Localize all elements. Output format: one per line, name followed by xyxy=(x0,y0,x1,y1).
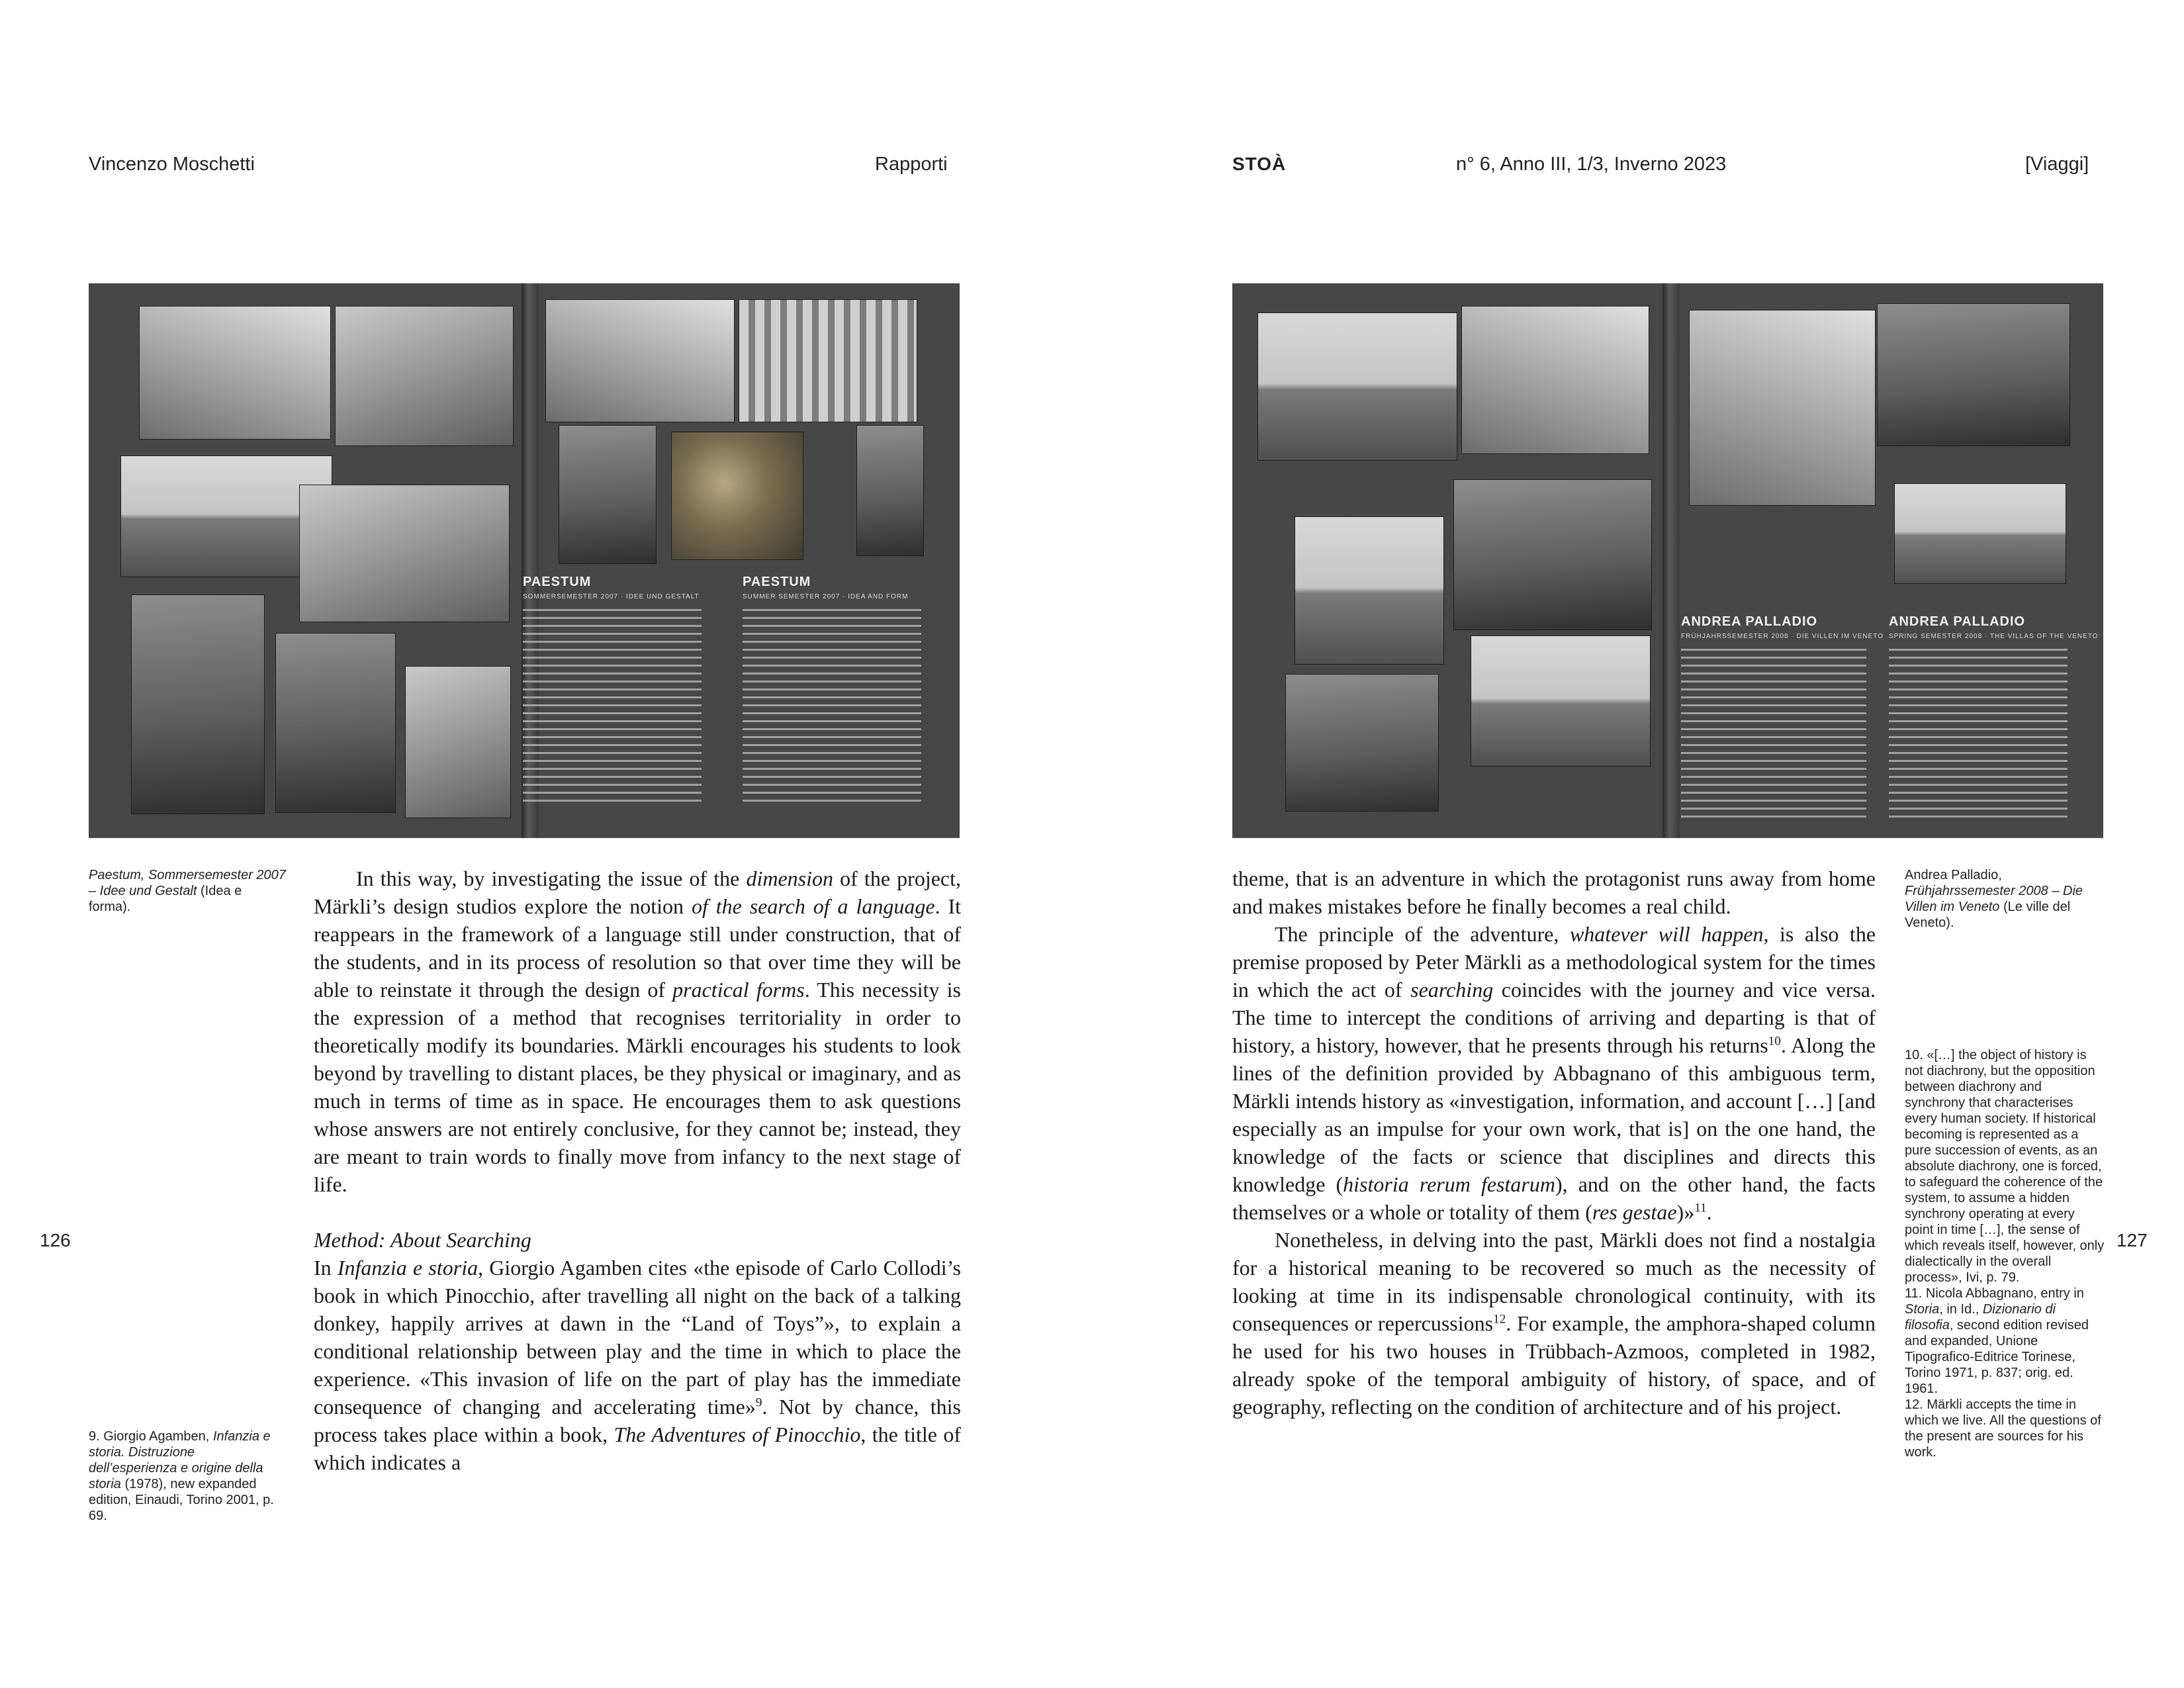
photo-pantheon xyxy=(335,306,514,446)
photo-villa-2 xyxy=(1461,306,1649,454)
photo-villa-1 xyxy=(1257,312,1457,461)
caption-italic: Paestum, Sommersemester 2007 – Idee und Gestalt xyxy=(89,868,286,898)
footnote-10: 10. «[…] the object of history is not diachrony, but the opposition between diachrony and synchrony that characterises every human society. If historical becoming is represented as a pure succession of events, as an absolute diachrony, one is forced, to safeguard the coherence of the system, to assume a hidden synchrony operating at every point in time […], the sense of which reveals itself, however, only dialectically in the overall process», Ivi, p. 79. xyxy=(1905,1048,2105,1285)
figure-panel-subtitle: SPRING SEMESTER 2008 · THE VILLAS OF THE VENETO xyxy=(1889,633,2099,640)
figure-panel-title: PAESTUM xyxy=(523,575,592,589)
photo-arch xyxy=(559,425,657,564)
figure-panel-subtitle: SOMMERSEMESTER 2007 · IDEE UND GESTALT xyxy=(523,593,700,600)
running-head-author: Vincenzo Moschetti xyxy=(89,154,255,175)
figure-panel-text xyxy=(743,609,921,808)
figure-panel-text xyxy=(1889,649,2068,823)
figure-panel-title: ANDREA PALLADIO xyxy=(1681,614,1818,629)
figure-panel-text xyxy=(1681,649,1866,823)
photo-mosaic xyxy=(671,432,803,560)
body-text-left xyxy=(314,865,961,1476)
footnote-11: 11. Nicola Abbagnano, entry in Storia, in Id., Dizionario di filosofia, second edition revised and expanded, Unione Tipografico-Editrice Torinese, Torino 1971, p. 837; orig. ed. 1961. xyxy=(1905,1286,2089,1396)
paragraph: The principle of the adventure, whatever will happen, is also the premise proposed by Peter Märkli as a methodological system for the times in which the act of searching coincides with the journey and vice versa. The time to intercept the conditions of arriving and departing is that of history, a history, however, that he presents through his returns$^{10}$. Along the lines of the definition provided by Abbagnano of this ambiguous term, Märkli intends history as «investigation, information, and account […] [and especially as an impulse for your own work, that is] on the one hand, the knowledge of the facts or science that disciplines and directs this knowledge (historia rerum festarum), and on the other hand, the facts themselves or a whole or totality of them (res gestae)»$^{11}$. xyxy=(1232,922,1876,1224)
figure-panel-subtitle: SUMMER SEMESTER 2007 · IDEA AND FORM xyxy=(743,593,909,600)
photo-villa-7 xyxy=(1689,310,1876,506)
figure-caption-right: Andrea Palladio, Frühjahrssemester 2008 – Die Villen im Veneto (Le ville del Veneto). xyxy=(1905,868,2083,930)
figure-panel-title: ANDREA PALLADIO xyxy=(1889,614,2026,629)
figure-panel-title: PAESTUM xyxy=(743,575,811,589)
figure-panel-subtitle: FRÜHJAHRSSEMESTER 2008 · DIE VILLEN IM VENETO xyxy=(1681,633,1884,640)
photo-colosseum xyxy=(545,299,735,422)
photo-villa-6 xyxy=(1285,674,1439,812)
paragraph: In Infanzia e storia, Giorgio Agamben cites «the episode of Carlo Collodi’s book in which Pinocchio, after travelling all night on the back of a talking donkey, happily arrives at dawn in the “Land of Toys”», to explain a conditional relationship between play and the time in which to place the experience. «This invasion of life on the part of play has the immediate consequence of changing and accelerating time»$^9$. Not by chance, this process takes place within a book, The Adventures of Pinocchio, the title of which indicates a xyxy=(314,1256,962,1474)
photo-aerial-rome xyxy=(139,306,331,440)
figure-panel-text xyxy=(523,609,702,808)
paragraph: In this way, by investigating the issue of the dimension of the project, Märkli’s design studios explore the notion of the search of a language. It reappears in the framework of a language still under construction, that of the students, and in its process of resolution so that over time they will be able to reinstate it through the design of practical forms. This necessity is the expression of a method that recognises territoriality in order to theoretically modify its boundaries. Märkli encourages his students to look beyond by travelling to distant places, be they physical or imaginary, and as much in terms of time as in space. He encourages them to ask questions whose answers are not entirely conclusive, for they cannot be; instead, they are meant to train words to finally move from infancy to the next stage of life. xyxy=(314,867,962,1196)
figure-palladio-spread xyxy=(1232,283,2103,838)
photo-baptistery-exterior xyxy=(405,666,511,818)
photo-columns xyxy=(739,299,917,422)
body-text-right xyxy=(1232,865,1876,1421)
photo-villa-3 xyxy=(1453,479,1652,630)
running-head-section: [Viaggi] xyxy=(2025,154,2089,175)
figure-paestum-spread xyxy=(89,283,960,838)
photo-villa-5 xyxy=(1471,635,1651,767)
photo-baptistery-interior xyxy=(275,633,396,813)
page-number-right: 127 xyxy=(2116,1230,2148,1250)
photo-villa-8 xyxy=(1877,303,2070,446)
photo-interior-nave xyxy=(856,425,924,556)
footnotes-right xyxy=(1905,1047,2105,1460)
photo-baptistery-parma xyxy=(131,594,265,814)
footnote-12: 12. Märkli accepts the time in which we live. All the questions of the present are sources for his work. xyxy=(1905,1397,2101,1460)
paragraph: theme, that is an adventure in which the protagonist runs away from home and makes mistakes before he finally becomes a real child. xyxy=(1232,867,1876,918)
photo-villa-9 xyxy=(1894,483,2066,584)
footnote-9: 9. Giorgio Agamben, Infanzia e storia. Distruzione dell’esperienza e origine della storia (1978), new expanded edition, Einaudi, Torino 2001, p. 69. xyxy=(89,1429,274,1523)
caption-plain: (Idea e forma). xyxy=(89,884,242,914)
page-number-left: 126 xyxy=(40,1230,71,1250)
paragraph: Nonetheless, in delving into the past, Märkli does not find a nostalgia for a historical meaning to be recovered so much as the necessity of looking at time in its indispensable chronological continuity, with its consequences or repercussions$^{12}$. For example, the amphora-shaped column he used for his two houses in Trübbach-Azmoos, completed in 1982, already spoke of the temporal ambiguity of history, of space, and of geography, reflecting on the condition of architecture and of his project. xyxy=(1232,1228,1876,1419)
running-head-issue: n° 6, Anno III, 1/3, Inverno 2023 xyxy=(1456,154,1727,175)
running-head-section: Rapporti xyxy=(875,154,948,175)
figure-caption-left xyxy=(89,867,287,915)
 xyxy=(1295,516,1444,665)
journal-logo: STOÀ xyxy=(1232,154,1287,174)
subheading: Method: About Searching xyxy=(314,1228,531,1252)
photo-temple-neptune xyxy=(299,485,510,622)
